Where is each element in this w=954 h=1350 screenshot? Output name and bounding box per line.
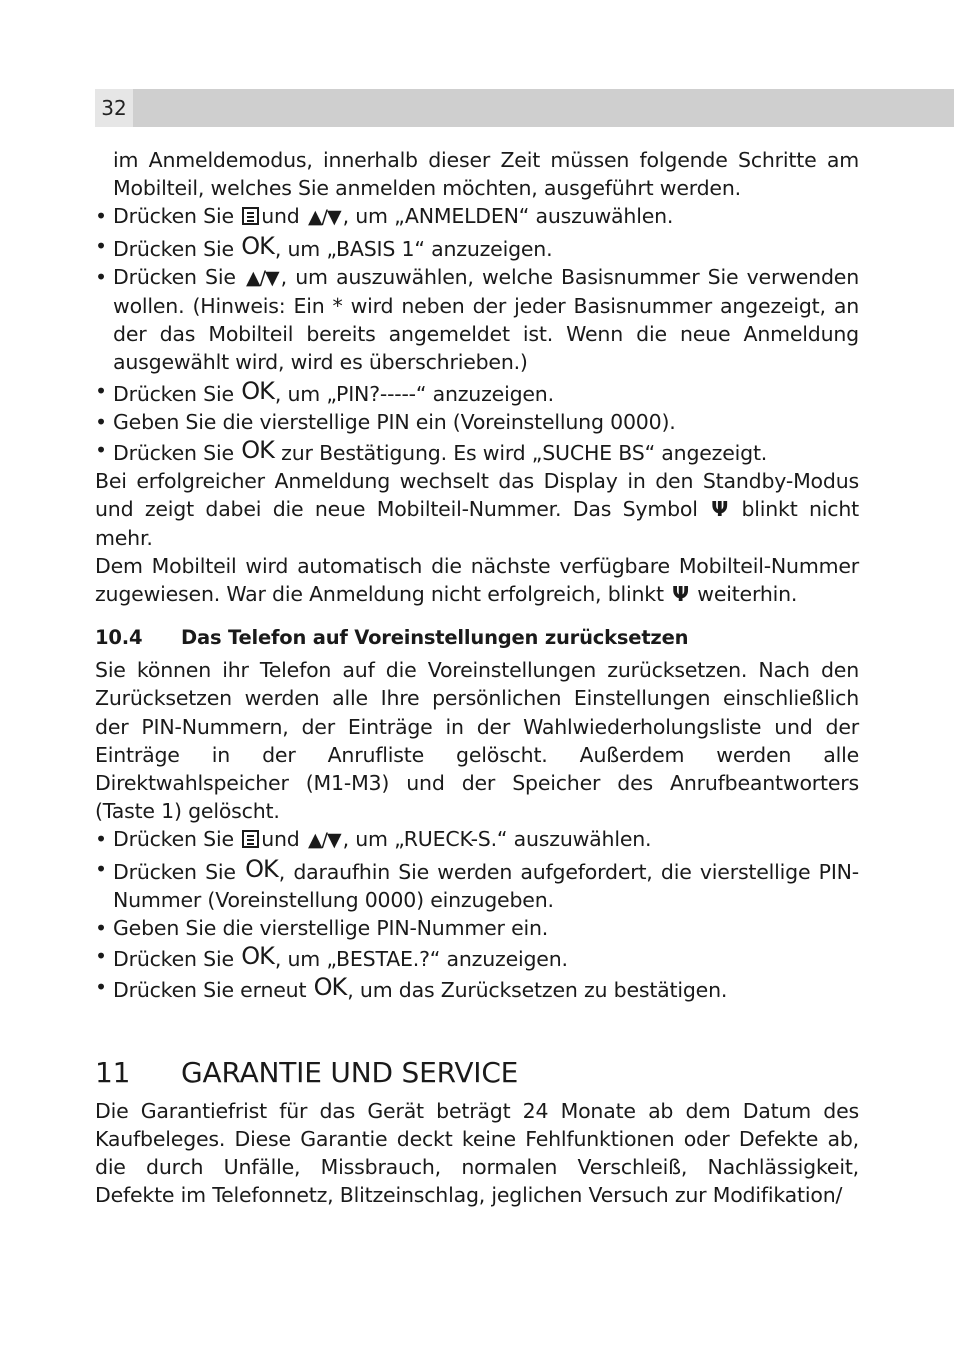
list-item: • Drücken Sie OK, um „BESTAE.?“ anzuzeigen. <box>95 942 859 973</box>
list-item: • Geben Sie die vierstellige PIN-Nummer ein. <box>95 914 859 942</box>
chapter-title: GARANTIE UND SERVICE <box>181 1055 519 1089</box>
list-item: • Drücken Sie OK, um „BASIS 1“ anzuzeigen. <box>95 232 859 263</box>
paragraph: Sie können ihr Telefon auf die Voreinstellungen zurücksetzen. Nach den Zurücksetzen werden alle Ihre persönlichen Einstellungen einschließlich der PIN-Nummern, der Einträge in der Wahlwiederholungsliste und der Einträge in der Anrufliste gelöscht. Außerdem werden alle Direktwahlspeicher (M1-M3) und der Speicher des Anrufbeantworters (Taste 1) gelöscht. <box>95 658 859 824</box>
list-item: • Drücken Sie erneut OK, um das Zurücksetzen zu bestätigen. <box>95 973 859 1004</box>
ok-icon: OK <box>245 854 278 883</box>
chapter-heading <box>95 1055 859 1091</box>
list-item: • Drücken Sie und ▲/▼, um „ANMELDEN“ auszuwählen. <box>95 202 859 231</box>
list-item: • Drücken Sie OK, daraufhin Sie werden aufgefordert, die vierstellige PIN-Nummer (Voreinstellung 0000) einzugeben. <box>95 855 859 914</box>
paragraph: Die Garantiefrist für das Gerät beträgt 24 Monate ab dem Datum des Kaufbeleges. Diese Garantie deckt keine Fehlfunktionen oder Defekte ab, die durch Unfälle, Missbrauch, normalen Verschleiß, Nachlässigkeit, Defekte im Telefonnetz, Blitzeinschlag, jeglichen Versuch zur Modifikation/ <box>95 1098 859 1208</box>
list-item: • Drücken Sie und ▲/▼, um „RUECK-S.“ auszuwählen. <box>95 825 859 854</box>
ok-icon: OK <box>241 231 274 260</box>
ok-icon: OK <box>313 973 347 1002</box>
paragraph: Dem Mobilteil wird automatisch die nächste verfügbare Mobilteil-Nummer zugewiesen. War die Anmeldung nicht erfolgreich, blinkt Ψ weiterhin. <box>95 552 859 608</box>
antenna-icon: Ψ <box>711 497 729 522</box>
list-item: • Drücken Sie OK zur Bestätigung. Es wird „SUCHE BS“ angezeigt. <box>95 436 859 467</box>
page-number: 32 <box>95 89 133 127</box>
list-item: • Geben Sie die vierstellige PIN ein (Voreinstellung 0000). <box>95 408 859 436</box>
paragraph: im Anmeldemodus, innerhalb dieser Zeit müssen folgende Schritte am Mobilteil, welches Sie anmelden möchten, ausgeführt werden. <box>113 148 859 201</box>
section-number: 10.4 <box>95 626 143 650</box>
paragraph: Bei erfolgreicher Anmeldung wechselt das Display in den Standby-Modus und zeigt dabei die neue Mobilteil-Nummer. Das Symbol Ψ blinkt nicht mehr. <box>95 469 859 550</box>
up-down-arrow-icon: ▲/▼ <box>307 829 341 852</box>
ok-icon: OK <box>241 942 274 971</box>
ok-icon: OK <box>241 376 274 405</box>
chapter-number: 11 <box>95 1055 131 1089</box>
section-title: Das Telefon auf Voreinstellungen zurücksetzen <box>181 626 689 650</box>
header-bar <box>95 89 954 127</box>
ok-icon: OK <box>241 436 274 465</box>
page-content <box>95 146 859 1210</box>
up-down-arrow-icon: ▲/▼ <box>307 206 341 229</box>
menu-icon <box>242 830 259 848</box>
list-item: • Drücken Sie ▲/▼, um auszuwählen, welche Basisnummer Sie verwenden wollen. (Hinweis: Ein * wird neben der jeder Basisnummer angezeigt, an der das Mobilteil bereits angemeldet ist. Wenn die neue Anmeldung ausgewählt wird, wird es überschrieben.) <box>95 263 859 377</box>
list-item: • Drücken Sie OK, um „PIN?-----“ anzuzeigen. <box>95 377 859 408</box>
antenna-icon: Ψ <box>672 582 689 607</box>
up-down-arrow-icon: ▲/▼ <box>246 266 279 289</box>
section-heading <box>95 624 859 652</box>
menu-icon <box>242 207 259 225</box>
